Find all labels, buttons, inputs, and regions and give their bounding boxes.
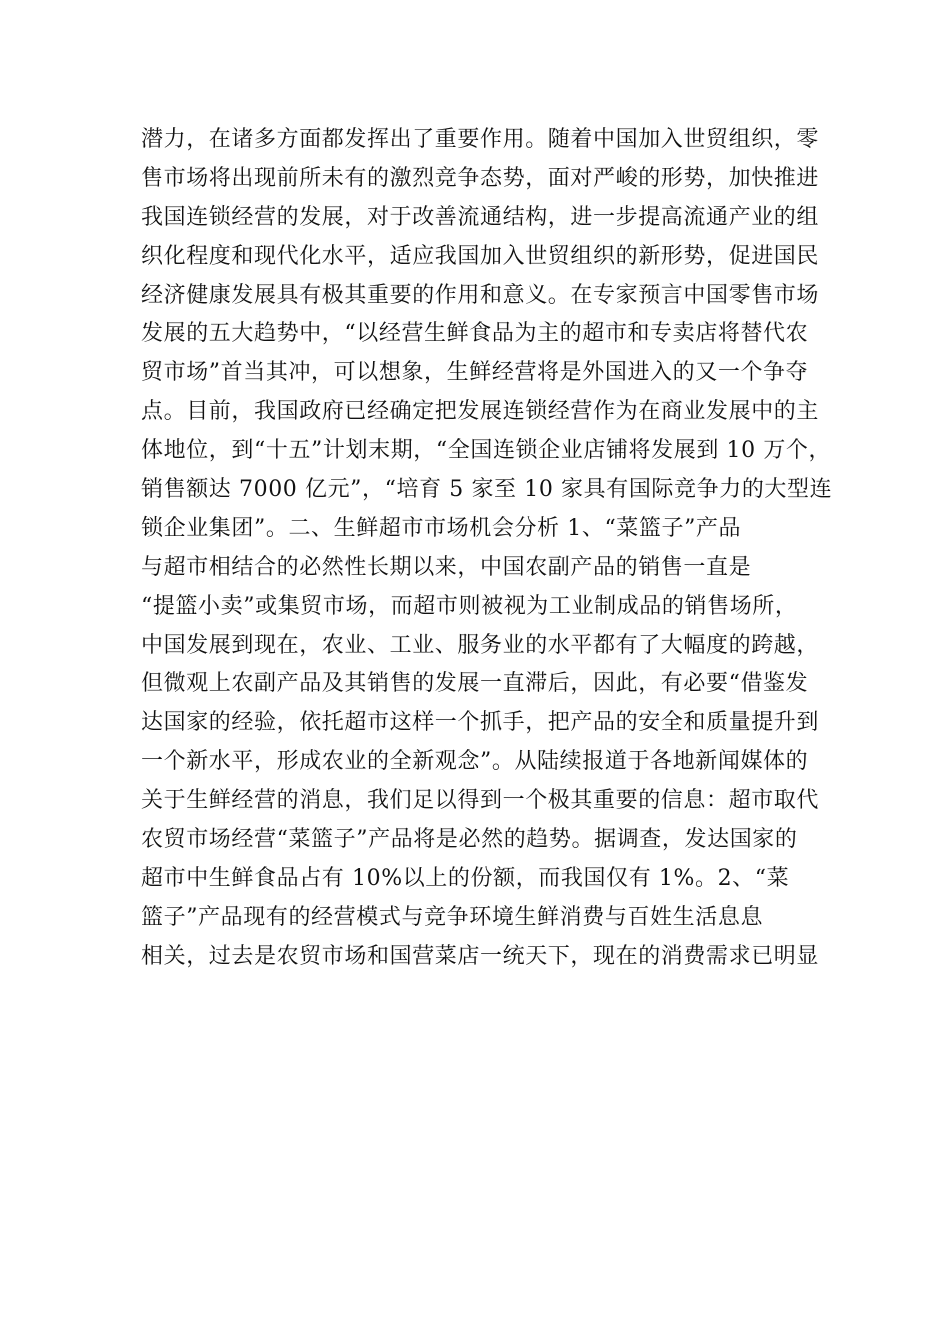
text-line: 点。目前，我国政府已经确定把发展连锁经营作为在商业发展中的主 <box>141 399 820 425</box>
text-line: 中国发展到现在，农业、工业、服务业的水平都有了大幅度的跨越， <box>141 632 820 658</box>
text-line: 篮子”产品现有的经营模式与竞争环境生鲜消费与百姓生活息息 <box>141 904 764 930</box>
text-line: 售市场将出现前所未有的激烈竞争态势，面对严峻的形势，加快推进 <box>141 165 820 191</box>
body-text <box>141 121 841 977</box>
text-line: 超市中生鲜食品占有 10%以上的份额，而我国仅有 1%。2、“菜 <box>141 865 790 891</box>
text-line: “提篮小卖”或集贸市场，而超市则被视为工业制成品的销售场所， <box>141 593 798 619</box>
text-line: 一个新水平，形成农业的全新观念”。从陆续报道于各地新闻媒体的 <box>141 749 809 775</box>
text-line: 达国家的经验，依托超市这样一个抓手，把产品的安全和质量提升到 <box>141 710 820 736</box>
text-line: 经济健康发展具有极其重要的作用和意义。在专家预言中国零售市场 <box>141 282 820 308</box>
text-line: 我国连锁经营的发展，对于改善流通结构，进一步提高流通产业的组 <box>141 204 820 230</box>
text-line: 体地位，到“十五”计划末期，“全国连锁企业店铺将发展到 10 万个， <box>141 438 832 464</box>
text-line: 销售额达 7000 亿元”，“培育 5 家至 10 家具有国际竞争力的大型连 <box>141 477 833 503</box>
text-line: 关于生鲜经营的消息，我们足以得到一个极其重要的信息：超市取代 <box>141 788 820 814</box>
text-line: 锁企业集团”。二、生鲜超市市场机会分析 1、“菜篮子”产品 <box>141 515 742 541</box>
text-line: 织化程度和现代化水平，适应我国加入世贸组织的新形势，促进国民 <box>141 243 820 269</box>
text-line: 但微观上农副产品及其销售的发展一直滞后，因此，有必要“借鉴发 <box>141 671 809 697</box>
text-line: 贸市场”首当其冲，可以想象，生鲜经营将是外国进入的又一个争夺 <box>141 360 809 386</box>
text-line: 与超市相结合的必然性长期以来，中国农副产品的销售一直是 <box>141 554 752 580</box>
text-line: 潜力，在诸多方面都发挥出了重要作用。随着中国加入世贸组织，零 <box>141 127 820 152</box>
text-line: 发展的五大趋势中，“以经营生鲜食品为主的超市和专卖店将替代农 <box>141 321 809 347</box>
text-line: 相关，过去是农贸市场和国营菜店一统天下，现在的消费需求已明显 <box>141 943 820 969</box>
text-line: 农贸市场经营“菜篮子”产品将是必然的趋势。据调查，发达国家的 <box>141 827 798 853</box>
